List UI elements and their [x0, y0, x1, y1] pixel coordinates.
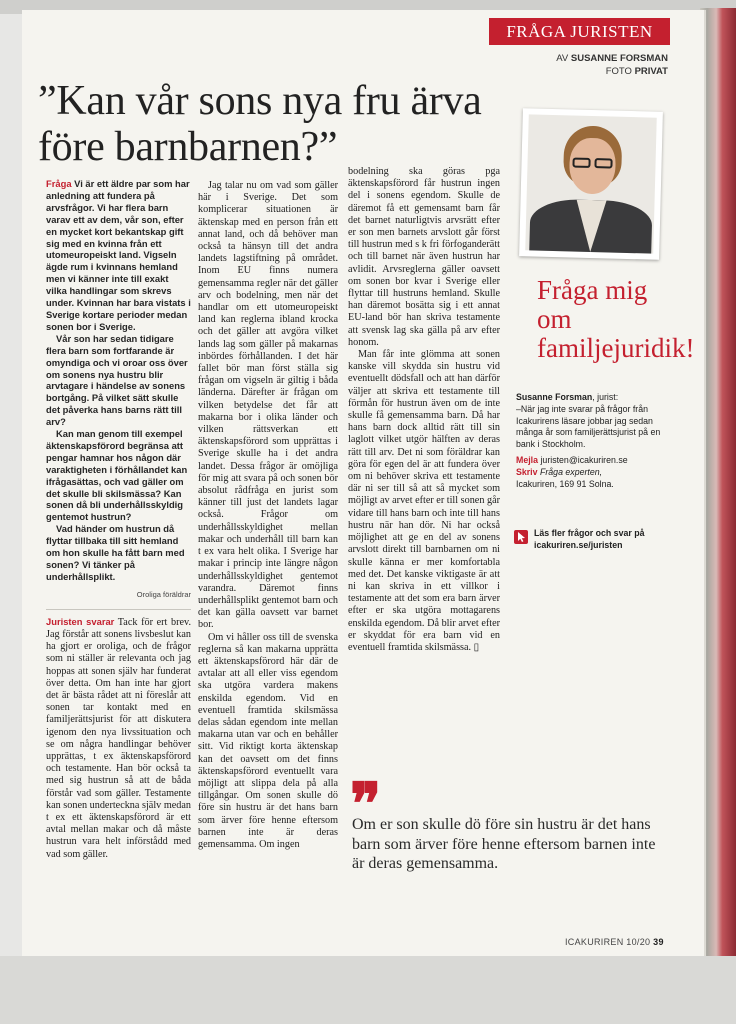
contact-info	[516, 455, 666, 490]
answer-paragraph: Om vi håller oss till de svenska reglerna så kan makarna upprätta ett äktenskapsförord här där de avtalar att all eller viss egendom ska utgöra vardera makens enskilda egendom. Vid en eventuell framtida skilsmässa delas sådan egendom inte mellan makarna utan var och en behåller sitt. Vid riktigt korta äktenskap kan det oavsett om det finns äktenskapsförord eventuellt vara möjligt att slippa dela på alla tillgångar. Om sonen skulle dö före sin hustru är det hans barn som ärver före henne eftersom barnen inte är deras gemensamma. Om ingen	[198, 631, 338, 850]
column-3	[348, 166, 500, 654]
question-paragraph: Fråga Vi är ett äldre par som har anledning att fundera på arvsfrågor. Vi har flera barn varav ett av dem, vår son, efter en mycket kort bekantskap gift sig med en kvinna från ett utomeuropeiskt land. Vigseln ägde rum i kvinnans hemland men vi känner inte till exakt vilka handlingar som skrevs under. Kvinnan har bara vistats i Sverige kortare perioder medan sonen bor i Sverige.	[46, 178, 191, 332]
question-label: Fråga	[46, 178, 72, 189]
sidebar-title: Fråga mig om familjejuridik!	[537, 275, 695, 363]
end-mark: ▯	[473, 641, 480, 653]
more-questions-text: Läs fler frågor och svar på icakuriren.se/juristen	[534, 528, 645, 550]
bio-role: , jurist:	[592, 392, 619, 402]
divider	[46, 609, 191, 610]
author-photo	[519, 108, 663, 260]
email-link[interactable]: juristen@icakuriren.se	[540, 454, 628, 465]
answer-paragraph: Man får inte glömma att sonen kanske vill skydda sin hustru vid eventuellt dödsfall och att han därför väljer att skriva ett testamente till förmån för hustrun även om de inte skulle få gemensamma barn. Då har hans barn dock alltid rätt till sin laglott vilket utgör hälften av deras rätt till arv. Det ni som föräldrar kan göra för egen del är att fundera över om ni behöver skriva ett testamente där ni ser till så att så mycket som möjligt av arvet efter er till sonen går vidare till hans barn och inte till hans hustru när han dör. Ni har också möjlighet att ge en del av sonens arvslott direkt till barnbarnen om ni skulle känna er mer komfortabla med det. Det kanske viktigaste är att ni kan skriva in ett villkor i testamente att det som era barn ärver efter er ska utgöra mottagarens enskilda egendom. Då blir arvet efter er skyddat för era barn vid en eventuell framtida skilsmässa. ▯	[348, 349, 500, 653]
answer-label: Juristen svarar	[46, 615, 115, 627]
page-folio	[565, 937, 664, 947]
reader-question	[46, 178, 191, 601]
column-1	[46, 178, 191, 861]
bio-name: Susanne Forsman	[516, 392, 593, 402]
section-label: FRÅGA JURISTEN	[489, 18, 670, 45]
byline	[556, 52, 668, 78]
more-questions-link[interactable]	[514, 528, 669, 551]
magazine-spine	[700, 8, 736, 968]
author-bio	[516, 392, 666, 494]
folio-page-number: 39	[653, 937, 664, 947]
bio-text: –När jag inte svarar på frågor från Icakurirens läsare jobbar jag sedan många år som familjerättsjurist på en bank i Stockholm.	[516, 403, 661, 450]
byline-photo: PRIVAT	[634, 66, 668, 77]
answer-paragraph: Jag talar nu om vad som gäller här i Sverige. Det som komplicerar situationen är äktenskap med en person från ett annat land, och då behöver man också ta hänsyn till det andra landets lagstiftning på området. Inom EU finns numera gemensamma regler när det gäller arv och bodelning, men när det handlar om ett utomeuropeiskt land kan reglerna ibland krocka och det gäller att avgöra vilket lands lag som gäller på makarnas inbördes förhållanden. I det här fallet bör man först ställa sig frågan om vigseln är giltig i båda länderna. Därefter är frågan om vilken betydelse det får att makarna bor i olika länder och vilken rättsverkan ett äktenskapsförord som upprättas i Sverige skulle ha i det andra landet. Dessa frågor är omöjliga för mig att svara på och sonen bör absolut rådfråga en jurist som känner till just det landets lagar också. Frågor om underhållsskyldighet mellan makar och underhåll till barn kan t ex vara helt olika. I Sverige har makar i princip inte längre någon underhållsskyldighet gentemot varandra. Däremot finns underhållsplikt gentemot barn och det kan gälla oavsett var barnet bor.	[198, 180, 338, 631]
question-signature: Oroliga föräldrar	[136, 589, 191, 599]
answer-paragraph: Juristen svarar Tack för ert brev. Jag förstår att sonens livsbeslut kan ha gjort er oroliga, och de frågor som ni ställer är relevanta och jag hoppas att sonen själv har funderat över detta. Om han inte har gjort det är bästa rådet att ni föreslår att sonen tar kontakt med en familjerättsjurist för att diskutera igenom den nya livssituation och se om några handlingar behöver upprättas, t ex äktenskapsförord och testamente. Han bör också ta med sig hustrun så att de båda förstår vad som gäller. Testamente kan sonen underteckna själv medan t ex ett äktenskapsförord är ett avtal mellan makar och då måste hustrun vara helt införstådd med vad som gäller.	[46, 615, 191, 860]
question-paragraph: Vår son har sedan tidigare flera barn som fortfarande är omyndiga och vi oroar oss över om sonens nya hustru blir arvtagare i händelse av sonens bortgång. På vilket sätt skulle det påverka hans barns rätt till arv?	[46, 332, 188, 428]
quote-mark-icon: ❞	[350, 772, 382, 837]
folio-magazine: ICAKURIREN 10/20	[565, 937, 651, 947]
headline: ”Kan vår sons nya fru ärva före barnbarnen?”	[38, 78, 482, 170]
question-paragraph: Kan man genom till exempel äktenskapsförord begränsa att pengar hamnar hos någon där varaktigheten i förhållandet kan ifrågasättas, och vad gäller om det skulle bli skilsmässa? Kan sonen då bli underhållsskyldig gentemot hustrun?	[46, 428, 188, 523]
scan-background	[0, 956, 736, 1024]
mail-label: Mejla	[516, 454, 539, 465]
pull-quote: Om er son skulle dö före sin hustru är det hans barn som ärver före henne eftersom barnen inte är deras gemensamma.	[352, 816, 656, 872]
column-2	[198, 180, 338, 851]
byline-photo-prefix: FOTO	[605, 66, 632, 77]
byline-author: SUSANNE FORSMAN	[570, 53, 668, 64]
postal-address: Icakuriren, 169 91 Solna.	[516, 478, 614, 489]
write-label: Skriv	[516, 466, 538, 477]
answer-paragraph: bodelning ska göras pga äktenskapsförord får hustrun ingen del i sonens egendom. Skulle de däremot få ett gemensamt barn får det barnet naturligtvis arvsrätt efter er son men barnets arvslott går först till hustrun med s k fri förfoganderätt och till barnet när även hustrun har avlidit. Arvsreglerna gäller oavsett om sonen bor kvar i Sverige eller flyttar till hustruns hemland. Skulle han däremot bosätta sig i ett annat EU-land bör han skriva testamente att svensk lag ska gälla på arv efter honom.	[348, 166, 500, 348]
cursor-icon	[514, 530, 528, 544]
write-italic: Fråga experten,	[539, 466, 603, 477]
byline-author-prefix: AV	[556, 53, 569, 64]
question-paragraph: Vad händer om hustrun då flyttar tillbaka till sitt hemland om hon skulle ha fått barn med sonen? Vi tänker på underhållsplikt.	[46, 523, 185, 582]
